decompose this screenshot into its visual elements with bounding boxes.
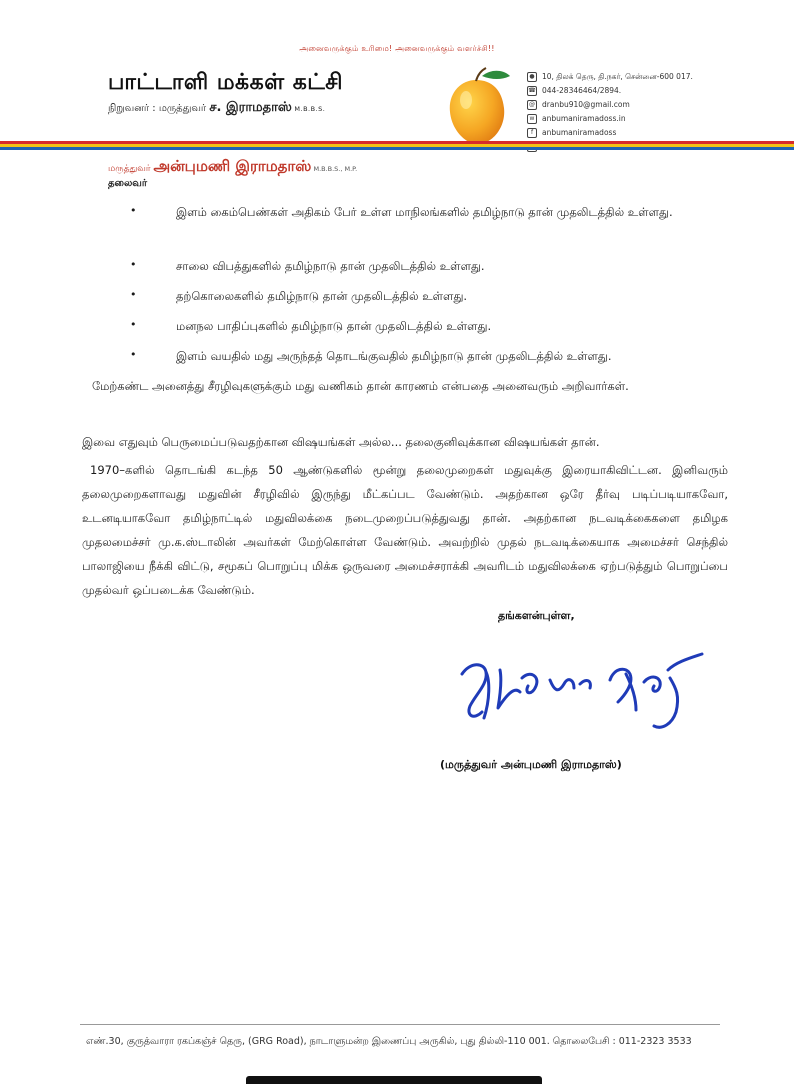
web-icon: w <box>527 114 537 124</box>
contact-web: anbumaniramadoss.in <box>542 114 626 123</box>
contact-address: 10, திலக் தெரு, தி.நகர், சென்னை-600 017. <box>542 72 693 81</box>
footer-address: எண்.30, குருத்வாரா ரகப்கஞ்ச் தெரு, (GRG Road), நாடாளுமன்ற இணைப்பு அருகில், புது தில்லி-110 001. தொலைபேசி : 011-2323 3533 <box>86 1036 692 1047</box>
contact-email: dranbu910@gmail.com <box>542 100 630 109</box>
bullet-item: இளம் வயதில் மது அருந்தத் தொடங்குவதில் தமிழ்நாடு தான் முதலிடத்தில் உள்ளது. <box>176 349 612 363</box>
party-slogan: அனைவருக்கும் உரிமை! அனைவருக்கும் வளர்ச்சி!! <box>299 44 495 53</box>
paragraph: 1970–களில் தொடங்கி கடந்த 50 ஆண்டுகளில் மூன்று தலைமுறைகள் மதுவுக்கு இரையாகிவிட்டன. இனிவரும் தலைமுறைகளாவது மதுவின் சீரழிவில் இருந்து மீட்கப்பட வேண்டும். அதற்கான ஒரே தீர்வு படிப்படியாகவோ, உடனடியாகவோ தமிழ்நாட்டில் மதுவிலக்கை நடைமுறைப்படுத்துவது தான். அதற்கான நடவடிக்கைகளை தமிழக முதலமைச்சர் மு.க.ஸ்டாலின் அவர்கள் மேற்கொள்ள வேண்டும். அவற்றில் முதல் நடவடிக்கையாக அமைச்சர் செந்தில் பாலாஜியை நீக்கி விட்டு, சமூகப் பொறுப்பு மிக்க ஒருவரை அமைச்சராக்கி அவரிடம் மதுவிலக்கை ஏற்படுத்தும் பொறுப்பை முதல்வர் ஒப்படைக்க வேண்டும். <box>82 463 728 597</box>
bullet-item: சாலை விபத்துகளில் தமிழ்நாடு தான் முதலிடத்தில் உள்ளது. <box>176 259 485 273</box>
contact-facebook: anbumaniramadoss <box>542 128 617 137</box>
founder-name: ச. இராமதாஸ் <box>209 100 292 115</box>
founder-prefix: நிறுவனர் : மருத்துவர் <box>108 103 210 114</box>
bullet-item: தற்கொலைகளில் தமிழ்நாடு தான் முதலிடத்தில் உள்ளது. <box>176 289 468 303</box>
email-icon: @ <box>529 101 535 108</box>
sender-line <box>108 156 357 177</box>
location-icon: ● <box>527 72 537 82</box>
facebook-icon: f <box>527 128 537 138</box>
bullet-item: மனநல பாதிப்புகளில் தமிழ்நாடு தான் முதலிடத்தில் உள்ளது. <box>176 319 492 333</box>
bullet-item: இளம் கைம்பெண்கள் அதிகம் பேர் உள்ள மாநிலங்களில் தமிழ்நாடு தான் முதலிடத்தில் உள்ளது. <box>176 205 673 219</box>
founder-degree: M.B.B.S. <box>291 105 326 113</box>
bullet-marker: • <box>130 318 137 331</box>
sender-prefix: மருத்துவர் <box>108 164 154 174</box>
home-indicator-bar <box>246 1076 542 1084</box>
signatory-name: (மருத்துவர் அன்புமணி இராமதாஸ்) <box>440 758 622 771</box>
contact-row-phone <box>527 84 693 98</box>
contact-row-address <box>527 70 693 84</box>
paragraph: இவை எதுவும் பெருமைப்படுவதற்கான விஷயங்கள் அல்ல... தலைகுனிவுக்கான விஷயங்கள் தான். <box>82 435 600 449</box>
contact-row-facebook <box>527 126 693 140</box>
closing-salutation: தங்களன்புள்ள, <box>498 609 575 622</box>
bullet-marker: • <box>130 258 137 271</box>
founder-line <box>108 100 325 116</box>
header-stripe-blue <box>0 147 794 150</box>
mango-logo-icon <box>442 66 514 148</box>
handwritten-signature <box>440 640 720 740</box>
bullet-marker: • <box>130 204 137 217</box>
sender-degree: M.B.B.S., M.P. <box>311 165 358 173</box>
sender-name: அன்புமணி இராமதாஸ் <box>153 157 312 175</box>
sender-role: தலைவர் <box>108 178 148 189</box>
contact-row-web <box>527 112 693 126</box>
bullet-marker: • <box>130 348 137 361</box>
contact-phone: 044-28346464/2894. <box>542 86 622 95</box>
paragraph: மேற்கண்ட அனைத்து சீரழிவுகளுக்கும் மது வணிகம் தான் காரணம் என்பதை அனைவரும் அறிவார்கள். <box>92 379 629 393</box>
footer-divider <box>80 1024 720 1025</box>
bullet-marker: • <box>130 288 137 301</box>
party-name: பாட்டாளி மக்கள் கட்சி <box>108 70 344 95</box>
contact-row-email <box>527 98 693 112</box>
phone-icon: ☎ <box>528 87 536 94</box>
